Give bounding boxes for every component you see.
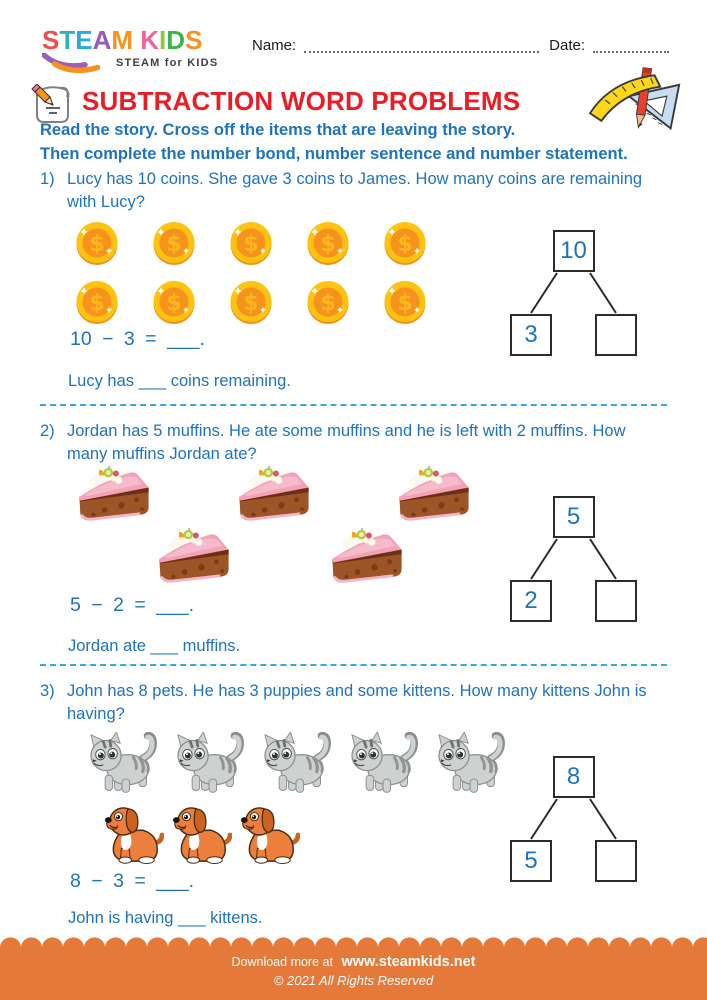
problem-3-number: 3)	[40, 682, 55, 700]
svg-text:$: $	[166, 291, 182, 316]
problem-2-text: Jordan has 5 muffins. He ate some muffins and he is left with 2 muffins. How many muffins Jordan ate?	[67, 422, 626, 463]
steamkids-logo	[42, 27, 218, 73]
bond-whole-box: 10	[553, 230, 595, 272]
cake-slice-icon	[396, 466, 472, 524]
footer-site-link[interactable]: www.steamkids.net	[341, 954, 476, 970]
problem-2	[40, 420, 670, 666]
bond-part-left-box: 3	[510, 314, 552, 356]
coin-icon	[228, 279, 274, 325]
svg-text:$: $	[89, 232, 105, 257]
cake-slice-icon	[329, 528, 405, 586]
cat-icon	[173, 732, 247, 796]
coin-icon	[74, 279, 120, 325]
footer-copyright: © 2021 All Rights Reserved	[273, 973, 434, 988]
cake-slice-icon	[236, 466, 312, 524]
cake-row-top	[76, 466, 472, 524]
section-divider	[40, 404, 667, 406]
svg-text:$: $	[166, 232, 182, 257]
cake-row-bottom	[156, 528, 405, 586]
page-title: SUBTRACTION WORD PROBLEMS	[82, 86, 521, 116]
svg-text:$: $	[397, 291, 413, 316]
cat-icon	[347, 732, 421, 796]
bond-whole-box: 5	[553, 496, 595, 538]
problem-2-number: 2)	[40, 422, 55, 440]
dog-icon	[102, 806, 164, 864]
coin-icon	[305, 279, 351, 325]
footer-scallop-edge	[0, 937, 707, 948]
number-sentence-1: 10 − 3 = ___.	[70, 328, 205, 350]
name-blank-line[interactable]	[304, 38, 539, 53]
bond-part-right-box[interactable]	[595, 314, 637, 356]
cat-icon	[434, 732, 508, 796]
problem-3	[40, 680, 670, 935]
cat-row	[86, 732, 508, 796]
svg-text:$: $	[243, 291, 259, 316]
logo-wordmark: STEAM KIDS	[42, 25, 203, 55]
number-bond-1	[510, 230, 637, 356]
problem-1-text: Lucy has 10 coins. She gave 3 coins to James. How many coins are remaining with Lucy?	[67, 170, 643, 211]
coin-icon	[305, 220, 351, 266]
bond-lines	[510, 538, 637, 580]
svg-text:$: $	[320, 291, 336, 316]
problem-3-text: John has 8 pets. He has 3 puppies and some kittens. How many kittens John is having?	[67, 682, 647, 723]
coin-icon	[151, 220, 197, 266]
bond-lines	[510, 798, 637, 840]
bond-lines	[510, 272, 637, 314]
number-sentence-3: 8 − 3 = ___.	[70, 870, 195, 892]
name-label: Name:	[252, 37, 297, 54]
cat-icon	[260, 732, 334, 796]
number-statement-1: Lucy has ___ coins remaining.	[68, 372, 291, 390]
instructions-line-1: Read the story. Cross off the items that are leaving the story.	[40, 121, 516, 139]
svg-text:$: $	[89, 291, 105, 316]
svg-text:$: $	[243, 232, 259, 257]
bond-part-left-box: 5	[510, 840, 552, 882]
problem-1	[40, 168, 670, 406]
cat-icon	[86, 732, 160, 796]
logo-swoosh-icon	[42, 53, 112, 73]
coin-icon	[74, 220, 120, 266]
number-sentence-2: 5 − 2 = ___.	[70, 594, 195, 616]
coin-icon	[228, 220, 274, 266]
coin-icon	[382, 220, 428, 266]
dog-icon	[170, 806, 232, 864]
section-divider	[40, 664, 667, 666]
number-statement-2: Jordan ate ___ muffins.	[68, 637, 241, 655]
coin-icon	[151, 279, 197, 325]
coin-row	[74, 220, 428, 325]
footer-download-text: Download more at	[231, 955, 333, 969]
date-blank-line[interactable]	[593, 38, 669, 53]
footer	[0, 947, 707, 1000]
logo-tagline: STEAM for KIDS	[116, 57, 219, 69]
dog-row	[102, 806, 300, 864]
problem-1-number: 1)	[40, 170, 55, 188]
number-bond-3	[510, 756, 637, 882]
instructions	[40, 119, 628, 166]
cake-slice-icon	[156, 528, 232, 586]
svg-text:$: $	[320, 232, 336, 257]
dog-icon	[238, 806, 300, 864]
coin-icon	[382, 279, 428, 325]
cake-slice-icon	[76, 466, 152, 524]
bond-whole-box: 8	[553, 756, 595, 798]
number-statement-3: John is having ___ kittens.	[68, 909, 263, 927]
instructions-line-2: Then complete the number bond, number sentence and number statement.	[40, 144, 628, 163]
bond-part-right-box[interactable]	[595, 580, 637, 622]
svg-text:$: $	[397, 232, 413, 257]
bond-part-left-box: 2	[510, 580, 552, 622]
date-label: Date:	[549, 37, 585, 54]
bond-part-right-box[interactable]	[595, 840, 637, 882]
number-bond-2	[510, 496, 637, 622]
